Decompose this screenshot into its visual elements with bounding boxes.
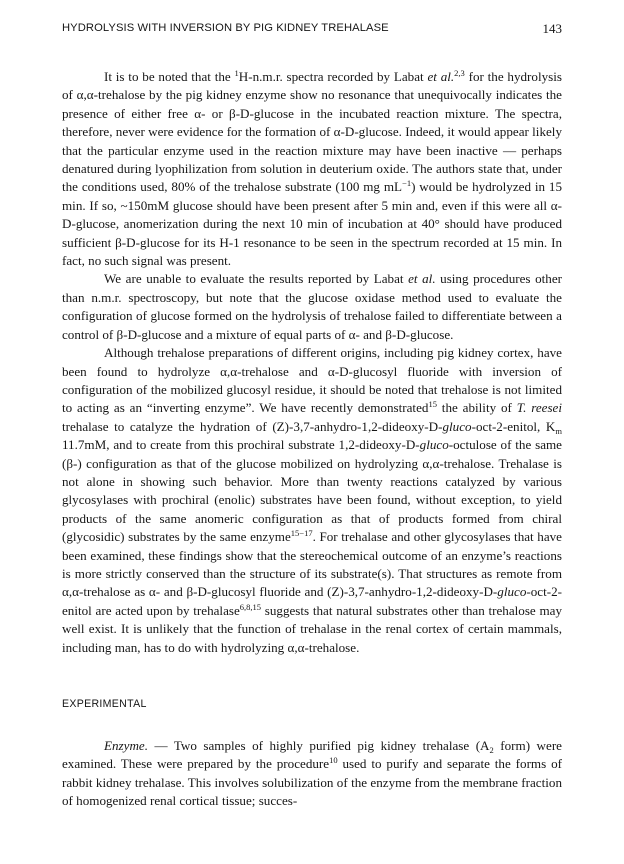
text-run: for the hydrolysis of α,α-trehalose by the pig kidney enzyme show no resonance that unequivocally indicates the presence of either free α- or β-D-glucose in the incubated reaction mixture. The spectra, therefore, never were evidence for the formation of α-D-glucose. Indeed, it would appear likely that the particular enzyme used in the reaction mixture may have been inactive — perhaps denatured during lyophilization from solution in deuterium oxide. The authors state that, under the conditions used, 80% of the trehalose substrate (100 mg mL <box>62 69 562 195</box>
text-run: We are unable to evaluate the results reported by Labat <box>104 271 409 287</box>
italic-text: et al. <box>408 271 436 287</box>
citation-superscript: 2,3 <box>454 68 465 78</box>
text-run: trehalase to catalyze the hydration of (Z)-3,7-anhydro-1,2-dideoxy-D- <box>62 418 443 434</box>
paragraph-trehalase-behavior <box>62 344 562 657</box>
subscript: 2 <box>489 745 494 755</box>
italic-text: gluco <box>442 418 472 434</box>
text-run: using procedures other than n.m.r. spectroscopy, but note that the glucose oxidase method used to evaluate the configuration of glucose formed on the hydrolysis of trehalose failed to differentiate between a control of β-D-glucose and a mixture of equal parts of α- and β-D-glucose. <box>62 271 562 342</box>
text-run: -oct-2-enitol are acted upon by trehalase <box>62 584 562 618</box>
text-run: 11.7mM, and to create from this prochiral substrate 1,2-dideoxy-D- <box>62 437 420 453</box>
text-run: -oct-2-enitol, K <box>471 418 556 434</box>
paragraph-glucose-oxidase <box>62 270 562 344</box>
superscript: 1 <box>234 68 239 78</box>
text-run: -octulose of the same (β-) configuration as that of the glucose mobilized on hydrolyzing α,α-trehalose. Trehalase is not alone in showing such behavior. More than twenty reactions catalyzed by various glycosylases with prochiral (enolic) substrates have been found, without exception, to yield products of the same anomeric configuration as that of products formed from chiral (glycosidic) substrates by the same enzyme <box>62 437 562 545</box>
citation-superscript: 15 <box>428 399 437 410</box>
text-run: It is to be noted that the <box>104 69 235 84</box>
text-run: used to purify and separate the forms of rabbit kidney trehalase. This involves solubilization of the enzyme from the membrane fraction of homogenized renal cortical tissue; succes- <box>62 756 562 809</box>
section-heading-experimental: EXPERIMENTAL <box>62 698 147 710</box>
citation-superscript: 6,8,15 <box>239 601 262 612</box>
experimental-text <box>62 737 562 811</box>
text-run: H-n.m.r. spectra recorded by Labat <box>238 69 428 84</box>
text-run: Although trehalose preparations of different origins, including pig kidney cortex, have been found to hydrolyze α,α-trehalose and α-D-glucosyl fluoride with inversion of configuration of the mobilized glucosyl residue, it should be noted that trehalose is not limited to acting as an “inverting enzyme”. We have recently demonstrated <box>62 345 562 416</box>
italic-text: T. reesei <box>516 400 562 416</box>
text-run: — Two samples of highly purified pig kidney trehalase (A <box>148 738 490 753</box>
text-run: form) were examined. These were prepared by the procedure <box>62 738 562 772</box>
paragraph-enzyme <box>62 737 562 811</box>
text-run: ) would be hydrolyzed in 15 min. If so, ~150mM glucose should have been present after 5 min and, even if this were all α-D-glucose, anomerization during the next 10 min of incubation at 40° should have produced sufficient β-D-glucose for its H-1 resonance to be seen in the spectrum recorded at 15 min. In fact, no such signal was present. <box>62 179 562 269</box>
page-number: 143 <box>542 21 562 36</box>
italic-text: gluco <box>497 584 527 600</box>
text-run: . For trehalase and other glycosylases that have been examined, these findings show that the stereochemical outcome of an enzyme’s reactions is more strictly conserved than the structure of its substrate(s). That structures as remote from α,α-trehalose as α- and β-D-glucosyl fluoride and (Z)-3,7-anhydro-1,2-dideoxy-D- <box>62 529 562 600</box>
citation-superscript: 15−17 <box>290 528 313 539</box>
citation-superscript: 10 <box>329 755 338 766</box>
italic-text: gluco <box>419 437 449 453</box>
running-title: HYDROLYSIS WITH INVERSION BY PIG KIDNEY TREHALASE <box>62 22 389 34</box>
text-run: suggests that natural substrates other than trehalose may well exist. It is unlikely that the function of trehalase in the renal cortex of certain mammals, including man, has to do with hydrolyzing α,α-trehalose. <box>62 602 562 655</box>
discussion-text <box>62 68 562 657</box>
text-run: the ability of <box>436 400 517 416</box>
paragraph-nmr-spectra <box>62 68 562 270</box>
run-in-heading: Enzyme. <box>104 738 148 753</box>
superscript: −1 <box>402 178 412 189</box>
italic-text: et al. <box>427 69 455 84</box>
subscript: m <box>555 425 562 436</box>
